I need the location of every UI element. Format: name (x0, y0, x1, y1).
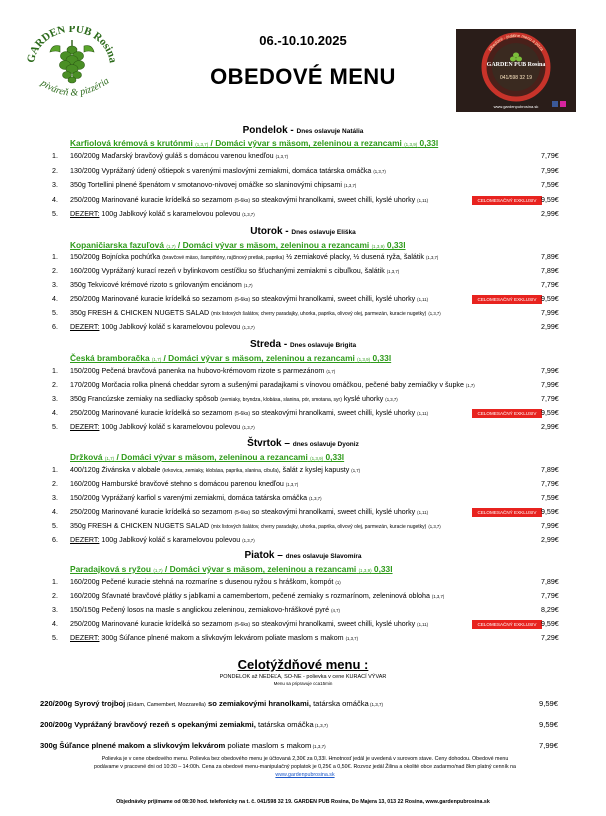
price: 7,59€ (541, 494, 559, 502)
price: 7,99€ (541, 367, 559, 375)
exclusive-badge: CELOMESAČNÝ EXKLUSIV (472, 409, 542, 418)
price: 7,79€ (541, 395, 559, 403)
menu-item: 1. 150/200g Pečená bravčová panenka na hubovo-krémovom rizote s parmezánom (1,7) 7,99€ (52, 367, 559, 375)
weekly-item: 300g Šúľance plnené makom a slivkovým lekvárom poliate maslom s makom (1,3,7) 7,99€ (40, 741, 559, 750)
menu-item: 4. 250/200g Marinované kuracie krídelká so sezamom (5-6ks) so steakovými hranolkami, sweet chilli, kyslé uhorky (1,11) CELOMESAČNÝ EXKLUSIV 9,59€ (52, 295, 559, 303)
menu-item: 1. 150/200g Bojnícka pochúťka (bravčové mäso, šampiňóny, rajčinový pretlak, paprika) ½ zemiakové placky, ½ dusená ryža, šalátik (1,3,7) 7,89€ (52, 253, 559, 261)
logo-right-top-text: Obedové - jedálne menu a pizza (487, 32, 545, 52)
weekly-menu-note: PONDELOK až NEDEĽA, SO-NE - polievka v cene KURACÍ VÝVAR (219, 674, 387, 680)
menu-item: 3. 350g Tortellini plnené špenátom v smotanovo-nivovej omáčke so slaninovými chipsami (1,3,7) 7,59€ (52, 181, 559, 189)
exclusive-badge: CELOMESAČNÝ EXKLUSIV (472, 196, 542, 205)
price: 8,29€ (541, 606, 559, 614)
logo-right-name: GARDEN PUB Rosina (486, 62, 546, 68)
price: 7,99€ (541, 309, 559, 317)
menu-item: 6. DEZERT: 100g Jablkový koláč s karamelovou polevou (1,3,7) 2,99€ (52, 536, 559, 544)
logo-bottom-text: piváreň & pizzéria (38, 75, 112, 99)
menu-item: 5. DEZERT: 100g Jablkový koláč s karamelovou polevou (1,3,7) 2,99€ (52, 423, 559, 431)
price: 7,99€ (541, 381, 559, 389)
price: 9,59€ (539, 699, 559, 708)
price: 7,99€ (541, 167, 559, 175)
facebook-icon (552, 101, 558, 107)
soup-line-friday: Paradajková s ryžou (1,7) / Domáci vývar s mäsom, zeleninou a rezancami (1,3,9) 0,33l (70, 564, 393, 574)
price: 7,89€ (541, 267, 559, 275)
day-header-tuesday: Utorok - Dnes oslavuje Eliška (250, 226, 356, 237)
price: 7,79€ (541, 480, 559, 488)
price: 7,79€ (541, 152, 559, 160)
menu-item: 3. 350g Tekvicové krémové rizoto s grilovaným enciánom (1,7) 7,79€ (52, 281, 559, 289)
price: 7,89€ (541, 253, 559, 261)
footer-line: Polievka je v cene obedového menu. Polievka bez obedového menu je účtovaná 2,30€ za 0,33l. Hmotnosť jedál je uvedená v surovom stave. Ceny dohodou. Obedové menu (101, 756, 509, 762)
soup-line-tuesday: Kopaničiarska fazuľová (1,7) / Domáci vývar s mäsom, zeleninou a rezancami (1,3,9) 0,33l (70, 240, 406, 250)
logo-right-phone: 041/598 32 19 (500, 75, 532, 81)
contact-line: Objednávky prijímame od 08:30 hod. telefonicky na t. č. 041/598 32 19. GARDEN PUB Rosina, Do Majera 13, 013 22 Rosina, www.gardenpubrosina.sk (116, 799, 490, 805)
weekly-item: 220/200g Syrový trojboj (Eidam, Camembert, Mozzarella) so zemiakovými hranolkami, tatárska omáčka (1,3,7) 9,59€ (40, 699, 559, 708)
price: 9,59€ (539, 720, 559, 729)
price: 9,59€ (541, 409, 559, 417)
menu-date: 06.-10.10.2025 (259, 33, 347, 48)
price: 7,89€ (541, 578, 559, 586)
menu-item: 6. DEZERT: 100g Jablkový koláč s karamelovou polevou (1,3,7) 2,99€ (52, 323, 559, 331)
website-link[interactable]: www.gardenpubrosina.sk (275, 772, 335, 778)
price: 9,59€ (541, 295, 559, 303)
menu-item: 1. 160/200g Maďarský bravčový guláš s domácou varenou knedľou (1,3,7) 7,79€ (52, 152, 559, 160)
menu-item: 3. 150/150g Pečený losos na masle s anglickou zeleninou, zemiakovo-hráškové pyré (4,7) 8,29€ (52, 606, 559, 614)
price: 2,99€ (541, 323, 559, 331)
price: 2,99€ (541, 210, 559, 218)
footer-line: podávame v pracovné dni od 10:30 – 14:00h. Cena za obedové menu-manipulačný poplatok je 0,25€ a 0,50€. Rozvoz jedál Žilina a okolité obce zadarmo/nad 8km platný cenník na (94, 764, 516, 770)
menu-item: 2. 160/200g Hamburské bravčové stehno s domácou parenou knedľou (1,3,7) 7,79€ (52, 480, 559, 488)
price: 7,99€ (539, 741, 559, 750)
menu-item: 2. 130/200g Vyprážaný údený oštiepok s varenými maslovými zemiakmi, domáca tatárska omáčka (1,3,7) 7,99€ (52, 167, 559, 175)
price: 9,59€ (541, 196, 559, 204)
price: 7,89€ (541, 466, 559, 474)
weekly-menu-prep-note: Menu sa pripravuje cca15min (273, 681, 333, 686)
price: 7,29€ (541, 634, 559, 642)
menu-title: OBEDOVÉ MENU (210, 64, 396, 89)
menu-item: 5. 350g FRESH & CHICKEN NUGETS SALAD (mix listových šalátov, cherry paradajky, uhorka, paprika, olivový olej, parmezán, kuracie nugetky) (1,3,7) 7,99€ (52, 522, 559, 530)
pub-logo-right (456, 29, 576, 112)
day-header-wednesday: Streda - Dnes oslavuje Brigita (249, 339, 357, 350)
soup-line-wednesday: Česká bramboračka (1,7) / Domáci vývar s mäsom, zeleninou a rezancami (1,3,9) 0,33l (70, 353, 392, 363)
day-header-monday: Pondelok - Dnes oslavuje Natália (242, 125, 364, 136)
weekly-item: 200/200g Vyprážaný bravčový rezeň s opekanými zemiakmi, tatárska omáčka (1,3,7) 9,59€ (40, 720, 559, 729)
price: 7,79€ (541, 281, 559, 289)
menu-item: 4. 250/200g Marinované kuracie krídelká so sezamom (5-6ks) so steakovými hranolkami, sweet chilli, kyslé uhorky (1,11) CELOMESAČNÝ EXKLUSIV 9,59€ (52, 508, 559, 516)
menu-item: 4. 250/200g Marinované kuracie krídelká so sezamom (5-6ks) so steakovými hranolkami, sweet chilli, kyslé uhorky (1,11) CELOMESAČNÝ EXKLUSIV 9,59€ (52, 196, 559, 204)
instagram-icon (560, 101, 566, 107)
footer-notes (40, 755, 570, 779)
price: 2,99€ (541, 536, 559, 544)
price: 7,59€ (541, 181, 559, 189)
menu-item: 2. 170/200g Morčacia rolka plnená cheddar syrom a sušenými paradajkami s vínovou omáčkou, pečené baby zemiačky v šupke (1,7) 7,99€ (52, 381, 559, 389)
menu-item: 1. 160/200g Pečené kuracie stehná na rozmaríne s dusenou ryžou s hráškom, kompót (1) 7,89€ (52, 578, 559, 586)
weekly-menu-title: Celotýždňové menu : (237, 657, 369, 672)
logo-right-web: www.gardenpubrosina.sk (493, 104, 539, 109)
menu-item: 1. 400/120g Živánska v alobale (krkovica, zemiaky, klobása, paprika, slanina, cibuľa), šalát z kyslej kapusty (1,7) 7,89€ (52, 466, 559, 474)
price: 7,99€ (541, 522, 559, 530)
exclusive-badge: CELOMESAČNÝ EXKLUSIV (472, 508, 542, 517)
menu-item: 3. 150/200g Vyprážaný karfiol s varenými zemiakmi, domáca tatárska omáčka (1,3,7) 7,59€ (52, 494, 559, 502)
exclusive-badge: CELOMESAČNÝ EXKLUSIV (472, 620, 542, 629)
menu-item: 4. 250/200g Marinované kuracie krídelká so sezamom (5-6ks) so steakovými hranolkami, sweet chilli, kyslé uhorky (1,11) CELOMESAČNÝ EXKLUSIV 9,59€ (52, 409, 559, 417)
price: 9,59€ (541, 508, 559, 516)
soup-line-thursday: Držková (1,7) / Domáci vývar s mäsom, zeleninou a rezancami (1,3,9) 0,33l (70, 452, 345, 462)
menu-item: 2. 160/200g Vyprážaný kurací rezeň v bylinkovom cestíčku so šťuchanými zemiakmi s cibuľkou, šalátik (1,3,7) 7,89€ (52, 267, 559, 275)
menu-item: 5. DEZERT: 100g Jablkový koláč s karamelovou polevou (1,3,7) 2,99€ (52, 210, 559, 218)
menu-item: 4. 250/200g Marinované kuracie krídelká so sezamom (5-6ks) so steakovými hranolkami, sweet chilli, kyslé uhorky (1,11) CELOMESAČNÝ EXKLUSIV 9,59€ (52, 620, 559, 628)
exclusive-badge: CELOMESAČNÝ EXKLUSIV (472, 295, 542, 304)
logo-top-text: GARDEN PUB Rosina (25, 26, 119, 64)
menu-item: 5. 350g FRESH & CHICKEN NUGETS SALAD (mix listových šalátov, cherry paradajky, uhorka, paprika, olivový olej, parmezán, kuracie nugetky) (1,3,7) 7,99€ (52, 309, 559, 317)
menu-item: 3. 350g Francúzske zemiaky na sedliacky spôsob (zemiaky, bryndza, klobása, slanina, pór, smotana, syr) kyslé uhorky (1,3,7) 7,79€ (52, 395, 559, 403)
price: 2,99€ (541, 423, 559, 431)
price: 7,79€ (541, 592, 559, 600)
menu-item: 5. DEZERT: 300g Šúľance plnené makom a slivkovým lekvárom poliate maslom s makom (1,3,7) 7,29€ (52, 634, 559, 642)
soup-line-monday: Karfiolová krémová s krutónmi (1,3,7) / Domáci vývar s mäsom, zeleninou a rezancami (1,3,9) 0,33l (70, 138, 439, 148)
day-header-friday: Piatok – dnes oslavuje Slavomíra (244, 550, 362, 561)
menu-item: 2. 160/200g Šťavnaté bravčové plátky s jablkami a camembertom, pečené zemiaky s rozmarínom, zeleninová obloha (1,3,7) 7,79€ (52, 592, 559, 600)
day-header-thursday: Štvrtok – dnes oslavuje Dyoniz (247, 438, 359, 449)
price: 9,59€ (541, 620, 559, 628)
